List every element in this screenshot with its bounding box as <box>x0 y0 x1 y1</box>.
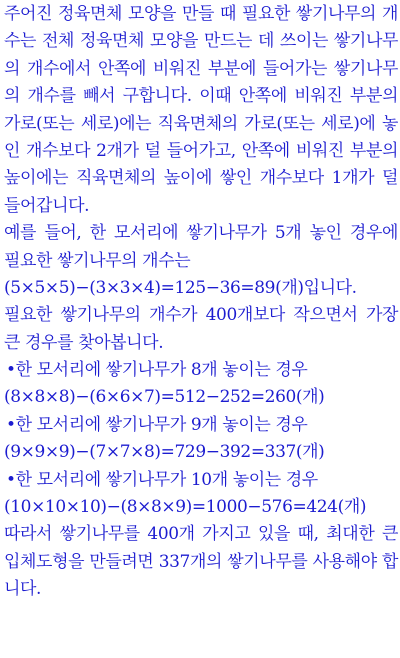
text-line-5: 가로(또는 세로)에는 직육면체의 가로(또는 세로)에 놓 <box>4 113 398 134</box>
bullet-case-10: •한 모서리에 쌓기나무가 10개 놓이는 경우 <box>6 469 318 490</box>
text-line-4: 의 개수를 빼서 구합니다. 이때 안쪽에 비워진 부분의 <box>4 86 398 107</box>
text-line-22: 니다. <box>4 579 42 600</box>
text-line-7: 높이에는 직육면체의 높이에 쌓인 개수보다 1개가 덜 <box>4 168 398 189</box>
text-line-8: 들어갑니다. <box>4 195 90 216</box>
explanation-text <box>4 1 398 604</box>
text-line-2: 수는 전체 정육면체 모양을 만드는 데 쓰이는 쌓기나무 <box>4 31 398 52</box>
text-line-12: 필요한 쌓기나무의 개수가 400개보다 작으면서 가장 <box>4 305 398 326</box>
text-line-6: 인 개수보다 2개가 덜 들어가고, 안쪽에 비워진 부분의 <box>4 140 398 161</box>
text-line-20: 따라서 쌓기나무를 400개 가지고 있을 때, 최대한 큰 <box>4 524 398 545</box>
text-line-10: 필요한 쌓기나무의 개수는 <box>4 250 191 271</box>
text-line-9: 예를 들어, 한 모서리에 쌓기나무가 5개 놓인 경우에 <box>4 223 398 244</box>
bullet-case-9: •한 모서리에 쌓기나무가 9개 놓이는 경우 <box>6 414 308 435</box>
text-line-3: 의 개수에서 안쪽에 비워진 부분에 들어가는 쌓기나무 <box>4 58 398 79</box>
text-line-1: 주어진 정육면체 모양을 만들 때 필요한 쌓기나무의 개 <box>4 4 398 24</box>
equation-case-9: (9×9×9)−(7×7×8)=729−392=337(개) <box>4 442 325 463</box>
text-line-21: 입체도형을 만들려면 337개의 쌓기나무를 사용해야 합 <box>4 551 398 572</box>
equation-case-8: (8×8×8)−(6×6×7)=512−252=260(개) <box>4 387 325 408</box>
equation-example: (5×5×5)−(3×3×4)=125−36=89(개)입니다. <box>4 277 357 298</box>
text-line-13: 큰 경우를 찾아봅니다. <box>4 332 164 353</box>
bullet-case-8: •한 모서리에 쌓기나무가 8개 놓이는 경우 <box>6 360 308 381</box>
equation-case-10: (10×10×10)−(8×8×9)=1000−576=424(개) <box>4 497 367 518</box>
